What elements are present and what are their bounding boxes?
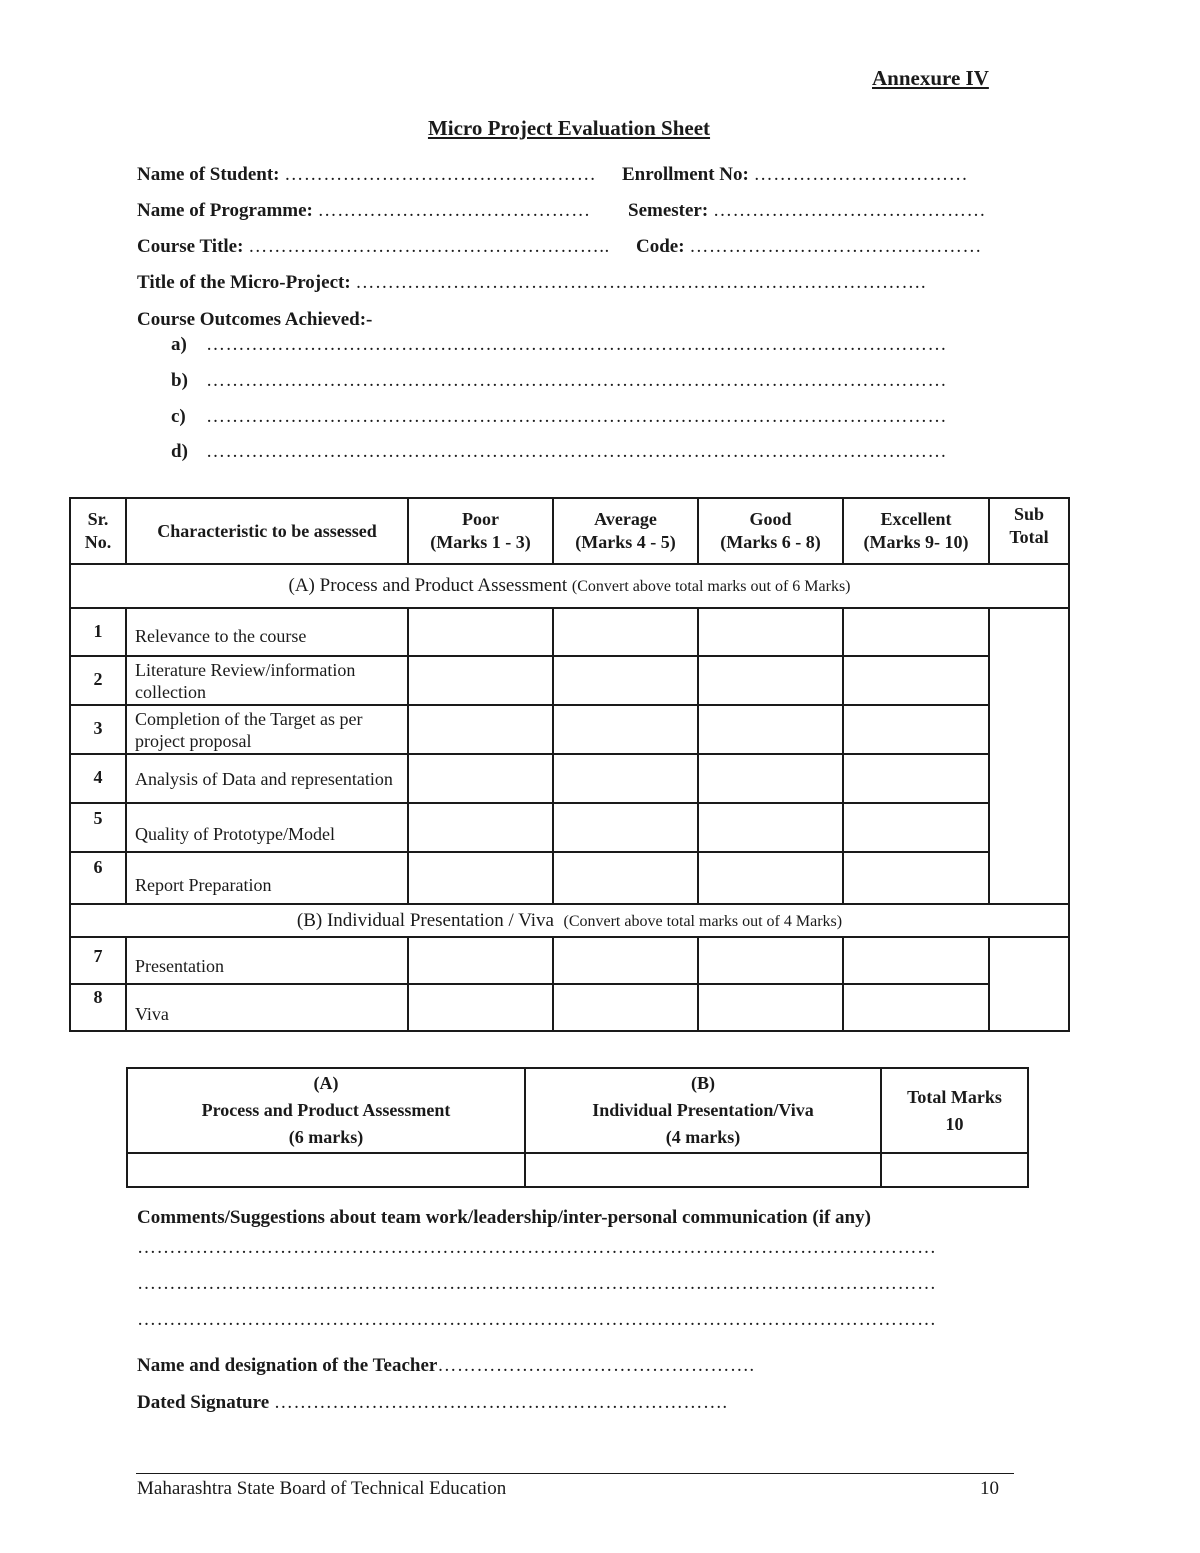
summary-a-letter: (A) [313,1073,339,1093]
outcome-d-blank[interactable]: …………………………………………………………………………………………………… [206,441,947,462]
table-row [70,984,1069,1031]
section-a-note: (Convert above total marks out of 6 Marks) [571,578,851,595]
table-header-row [70,498,1069,564]
summary-total-cell[interactable] [881,1153,1028,1187]
header-sub-total: Sub Total [989,498,1069,564]
teacher-name-blank: …………………………………………. [437,1355,755,1376]
outcome-b-blank[interactable]: …………………………………………………………………………………………………… [206,370,947,391]
section-b-heading [70,904,1069,937]
summary-a-title: Process and Product Assessment [201,1100,451,1120]
row-number: 4 [70,754,126,803]
excellent-cell[interactable] [843,984,989,1031]
header-sr-no: Sr. No. [70,498,126,564]
course-title-label: Course Title: [137,236,244,257]
table-row [70,656,1069,705]
summary-value-row [127,1153,1028,1187]
enrollment-no-label: Enrollment No: [622,164,749,185]
table-row [70,705,1069,754]
average-cell[interactable] [553,984,698,1031]
table-row [70,852,1069,904]
course-outcomes-label: Course Outcomes Achieved:- [137,309,373,330]
row-number: 6 [70,852,126,904]
name-of-student-field[interactable] [137,164,596,186]
average-cell[interactable] [553,656,698,705]
average-cell[interactable] [553,803,698,852]
summary-b-marks: (4 marks) [665,1127,741,1147]
excellent-cell[interactable] [843,937,989,984]
page-title: Micro Project Evaluation Sheet [427,116,711,140]
good-cell[interactable] [698,937,843,984]
micro-project-title-blank: ……………………………………………………………………………. [355,272,927,293]
comments-line-1[interactable]: …………………………………………………………………………………………………………… [137,1237,937,1258]
dated-signature-label: Dated Signature [137,1392,270,1413]
name-of-programme-label: Name of Programme: [137,200,313,221]
excellent-cell[interactable] [843,852,989,904]
footer-board-name: Maharashtra State Board of Technical Education [137,1478,507,1499]
header-good [698,498,843,564]
row-characteristic: Analysis of Data and representation [126,754,408,803]
header-good-label: Good [749,509,792,529]
poor-cell[interactable] [408,656,553,705]
poor-cell[interactable] [408,984,553,1031]
good-cell[interactable] [698,656,843,705]
row-characteristic: Literature Review/information collection [126,656,408,705]
header-excellent-label: Excellent [880,509,952,529]
semester-blank: …………………………………… [712,200,986,221]
micro-project-title-label: Title of the Micro-Project: [137,272,351,293]
row-characteristic: Quality of Prototype/Model [126,803,408,852]
header-average [553,498,698,564]
good-cell[interactable] [698,984,843,1031]
excellent-cell[interactable] [843,656,989,705]
average-cell[interactable] [553,937,698,984]
excellent-cell[interactable] [843,754,989,803]
subtotal-a-cell[interactable] [989,608,1069,904]
micro-project-title-field[interactable] [137,272,926,294]
section-b-row [70,904,1069,937]
average-cell[interactable] [553,608,698,656]
header-average-label: Average [594,509,657,529]
row-characteristic: Viva [126,984,408,1031]
course-title-field[interactable] [137,236,610,258]
summary-b-letter: (B) [691,1073,715,1093]
poor-cell[interactable] [408,803,553,852]
header-excellent [843,498,989,564]
name-of-student-label: Name of Student: [137,164,280,185]
evaluation-table [69,497,1070,1032]
comments-label: Comments/Suggestions about team work/leadership/inter-personal communication (if any) [137,1207,871,1228]
header-characteristic: Characteristic to be assessed [126,498,408,564]
good-cell[interactable] [698,754,843,803]
outcome-c-letter: c) [171,406,186,427]
course-title-blank: ……………………………………………….. [248,236,610,257]
summary-total-value: 10 [945,1113,964,1134]
excellent-cell[interactable] [843,803,989,852]
row-characteristic: Presentation [126,937,408,984]
poor-cell[interactable] [408,852,553,904]
good-cell[interactable] [698,608,843,656]
enrollment-no-blank: …………………………… [753,164,969,185]
good-cell[interactable] [698,705,843,754]
teacher-name-field[interactable] [137,1355,755,1377]
section-a-title: (A) Process and Product Assessment [288,575,568,596]
annexure-label: Annexure IV [872,66,989,90]
semester-label: Semester: [628,200,709,221]
summary-header-total [881,1068,1028,1153]
comments-line-2[interactable]: …………………………………………………………………………………………………………… [137,1273,937,1294]
poor-cell[interactable] [408,608,553,656]
name-of-programme-blank: …………………………………… [317,200,591,221]
outcome-a-letter: a) [171,334,187,355]
poor-cell[interactable] [408,705,553,754]
outcome-a-blank[interactable]: …………………………………………………………………………………………………… [206,334,947,355]
summary-header-b [525,1068,881,1153]
semester-field[interactable] [628,200,986,222]
page-number: 10 [980,1478,999,1499]
footer-divider [136,1473,1014,1474]
section-b-title: (B) Individual Presentation / Viva [296,909,554,931]
header-poor-marks: (Marks 1 - 3) [430,532,531,552]
teacher-name-label: Name and designation of the Teacher [137,1355,438,1376]
header-poor-label: Poor [462,509,499,529]
name-of-student-blank: ………………………………………… [284,164,597,185]
outcome-b-letter: b) [171,370,188,391]
code-field[interactable] [636,236,982,258]
row-number: 3 [70,705,126,754]
average-cell[interactable] [553,754,698,803]
summary-total-title: Total Marks [907,1086,1002,1107]
header-poor [408,498,553,564]
row-number: 8 [70,984,126,1031]
row-characteristic: Completion of the Target as per project proposal [126,705,408,754]
summary-a-cell[interactable] [127,1153,525,1187]
enrollment-no-field[interactable] [622,164,968,186]
header-excellent-marks: (Marks 9- 10) [863,532,969,552]
section-b-note: (Convert above total marks out of 4 Marks) [563,912,843,930]
outcome-c-blank[interactable]: …………………………………………………………………………………………………… [206,406,947,427]
poor-cell[interactable] [408,937,553,984]
summary-b-cell[interactable] [525,1153,881,1187]
excellent-cell[interactable] [843,608,989,656]
summary-table [126,1067,1029,1188]
average-cell[interactable] [553,705,698,754]
name-of-programme-field[interactable] [137,200,591,222]
dated-signature-blank: ……………………………………………………………. [273,1392,728,1413]
outcome-d-letter: d) [171,441,188,462]
table-row [70,754,1069,803]
row-number: 5 [70,803,126,852]
poor-cell[interactable] [408,754,553,803]
summary-a-marks: (6 marks) [288,1127,364,1147]
dated-signature-field[interactable] [137,1392,728,1414]
subtotal-b-cell[interactable] [989,937,1069,1031]
summary-header-row [127,1068,1028,1153]
header-average-marks: (Marks 4 - 5) [575,532,676,552]
table-row [70,608,1069,656]
excellent-cell[interactable] [843,705,989,754]
comments-line-3[interactable]: …………………………………………………………………………………………………………… [137,1309,937,1330]
row-number: 7 [70,937,126,984]
average-cell[interactable] [553,852,698,904]
code-label: Code: [636,236,685,257]
section-a-heading [70,564,1069,608]
code-blank: ……………………………………… [689,236,982,257]
summary-b-title: Individual Presentation/Viva [592,1100,814,1120]
summary-header-a [127,1068,525,1153]
header-good-marks: (Marks 6 - 8) [720,532,821,552]
row-number: 1 [70,608,126,656]
good-cell[interactable] [698,852,843,904]
table-row [70,937,1069,984]
row-characteristic: Relevance to the course [126,608,408,656]
row-number: 2 [70,656,126,705]
table-row [70,803,1069,852]
section-a-row [70,564,1069,608]
good-cell[interactable] [698,803,843,852]
row-characteristic: Report Preparation [126,852,408,904]
